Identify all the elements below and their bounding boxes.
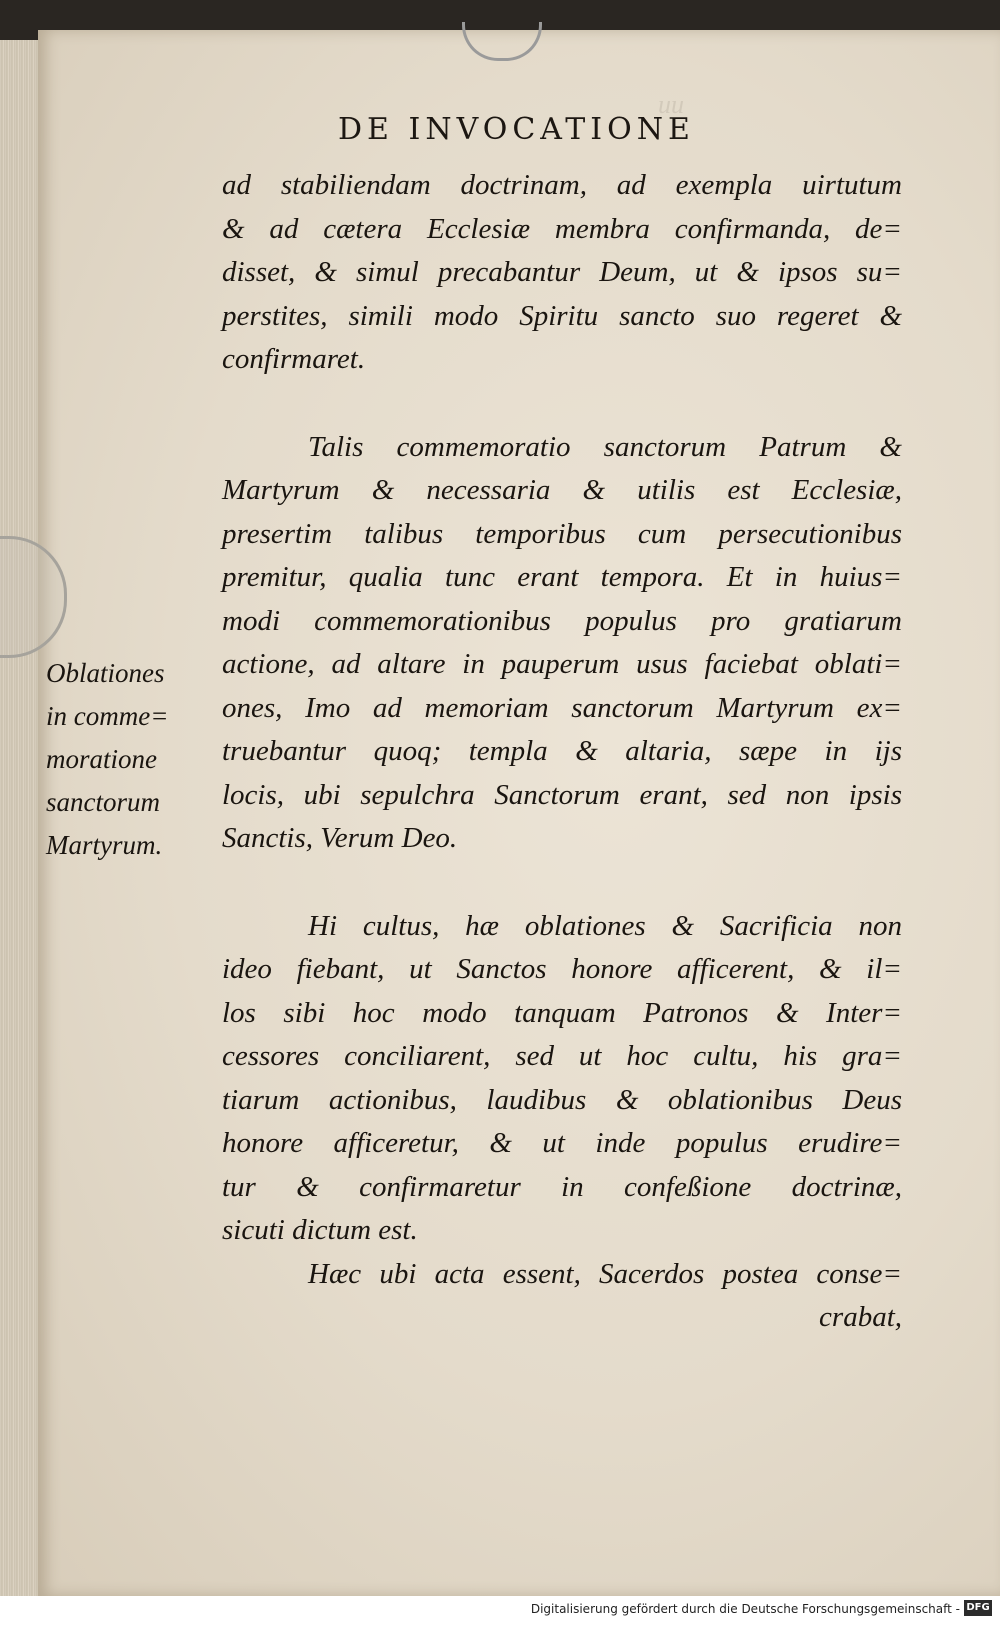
text-line: cessores conciliarent, sed ut hoc cultu, his gra=	[222, 1040, 902, 1072]
text-line: truebantur quoq; templa & altaria, sæpe in ijs	[222, 735, 902, 767]
text-line: tur & confirmaretur in confeßione doctrinæ,	[222, 1170, 902, 1203]
text-line: presertim talibus temporibus cum persecutionibus	[222, 517, 902, 550]
text-line: ad stabiliendam doctrinam, ad exempla uirtutum	[222, 169, 902, 201]
marginal-line: in comme=	[46, 701, 169, 731]
marginal-line: Oblationes	[46, 658, 165, 688]
text-line: Sanctis, Verum Deo.	[222, 822, 458, 854]
marginal-line: Martyrum.	[46, 830, 163, 860]
text-line: sicuti dictum est.	[222, 1214, 418, 1246]
text-line: los sibi hoc modo tanquam Patronos & Inter=	[222, 996, 902, 1029]
marginal-note	[46, 652, 216, 867]
running-head: DE INVOCATIONE	[338, 112, 695, 147]
marginal-line: sanctorum	[46, 787, 160, 817]
text-line: Hæc ubi acta essent, Sacerdos postea conse=	[308, 1257, 902, 1290]
text-line: confirmaret.	[222, 343, 366, 375]
text-line: Martyrum & necessaria & utilis est Ecclesiæ,	[222, 474, 902, 506]
text-line: modi commemorationibus populus pro gratiarum	[222, 604, 902, 637]
page-edges	[0, 40, 43, 1596]
digitization-credit: Digitalisierung gefördert durch die Deutsche Forschungsgemeinschaft -	[530, 1602, 960, 1616]
text-line: premitur, qualia tunc erant tempora. Et in huius=	[222, 561, 902, 593]
catchword: crabat,	[819, 1301, 902, 1333]
text-line: perstites, simili modo Spiritu sancto suo regeret &	[222, 299, 902, 332]
text-line: tiarum actionibus, laudibus & oblationibus Deus	[222, 1083, 902, 1116]
show-through-text: uu	[658, 90, 684, 119]
dfg-logo: DFG	[964, 1600, 992, 1616]
text-line: ones, Imo ad memoriam sanctorum Martyrum ex=	[222, 691, 902, 724]
text-line: & ad cætera Ecclesiæ membra confirmanda, de=	[222, 212, 902, 245]
text-line: locis, ubi sepulchra Sanctorum erant, sed non ipsis	[222, 778, 902, 811]
text-line: honore afficeretur, & ut inde populus erudire=	[222, 1127, 902, 1159]
marginal-line: moratione	[46, 744, 157, 774]
text-line: actione, ad altare in pauperum usus faciebat oblati=	[222, 648, 902, 680]
text-line: Hi cultus, hæ oblationes & Sacrificia non	[308, 909, 902, 942]
body-text	[222, 164, 902, 1340]
text-line: ideo fiebant, ut Sanctos honore afficerent, & il=	[222, 953, 902, 985]
text-line: Talis commemoratio sanctorum Patrum &	[308, 430, 902, 463]
text-line: disset, & simul precabantur Deum, ut & ipsos su=	[222, 256, 902, 288]
